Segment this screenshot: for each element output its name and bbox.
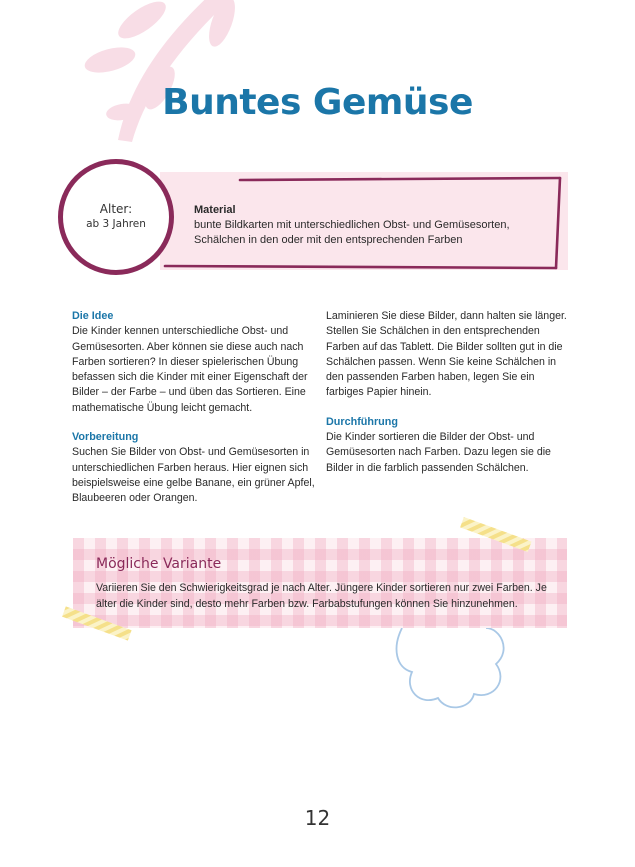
variant-text: Variieren Sie den Schwierigkeitsgrad je nach Alter. Jüngere Kinder sortieren nur zwei Farben. Je älter die Kinder sind, desto mehr Farben bzw. Farbabstufungen können Sie hinzunehmen. — [96, 582, 547, 610]
idee-heading: Die Idee — [72, 310, 114, 322]
material-heading: Material — [194, 204, 236, 216]
vorbereitung-text: Suchen Sie Bilder von Obst- und Gemüsesorten in unterschiedlichen Farben heraus. Hier eignen sich beispielsweise eine gelbe Banane, ein grüner Apfel, Blaubeeren oder Orangen. — [72, 446, 315, 505]
page-number: 12 — [304, 806, 331, 830]
vorbereitung-continued-text: Laminieren Sie diese Bilder, dann halten sie länger. Stellen Sie Schälchen in den entsprechenden Farben auf das Tablett. Die Bilder sollten gut in die Schälchen passen. Wenn Sie keine Schälchen in den passenden Farben haben, legen Sie ein farbiges Papier hinein. — [326, 310, 567, 399]
page-title: Buntes Gemüse — [162, 82, 473, 123]
material-text: bunte Bildkarten mit unterschiedlichen Obst- und Gemüsesorten, Schälchen in den oder mit den entsprechenden Farben — [194, 219, 510, 246]
idee-text: Die Kinder kennen unterschiedliche Obst- und Gemüsesorten. Aber können sie diese auch nach Farben sortieren? In dieser spielerischen Übung befassen sich die Kinder mit einer Eigenschaft der Bilder – der Farbe – und üben das Sortieren. Eine mathematische Übung leicht gemacht. — [72, 325, 308, 414]
age-value: ab 3 Jahren — [86, 218, 146, 230]
vorbereitung-heading: Vorbereitung — [72, 431, 139, 444]
durchfuehrung-heading: Durchführung — [326, 415, 398, 428]
age-label: Alter: — [99, 202, 133, 216]
durchfuehrung-text: Die Kinder sortieren die Bilder der Obst- und Gemüsesorten nach Farben. Dazu legen sie die Bilder in die farblich passenden Schälchen. — [326, 431, 551, 474]
variant-heading: Mögliche Variante — [96, 556, 222, 572]
